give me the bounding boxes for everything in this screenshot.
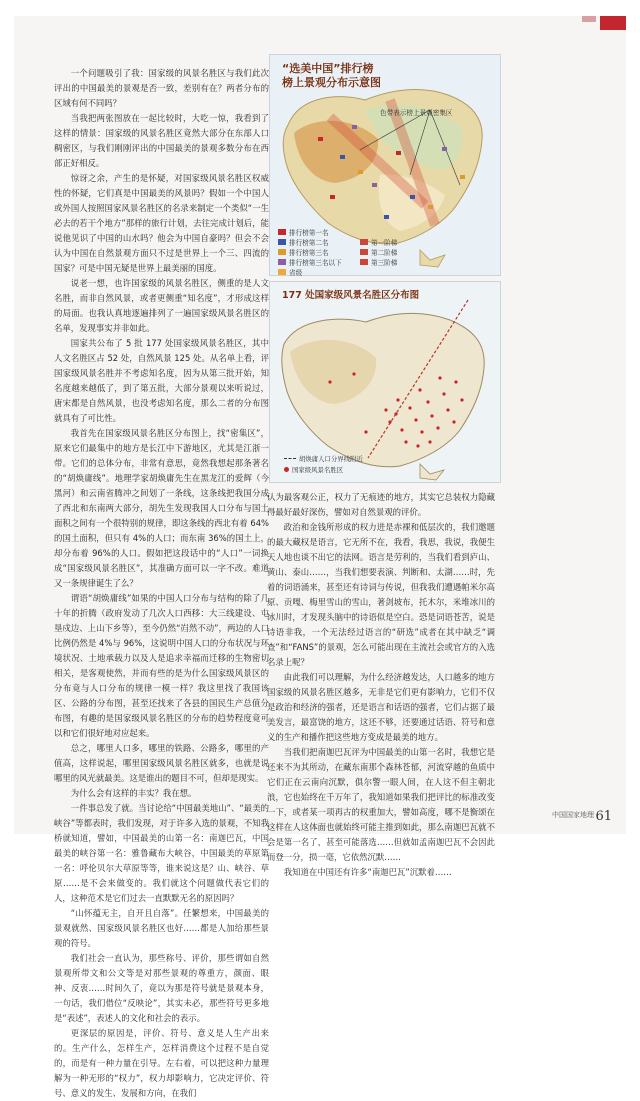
legend-item: 第二阶梯 — [360, 247, 397, 257]
legend-swatch — [360, 259, 368, 265]
paragraph: 当我们把南迦巴瓦评为中国最美的山第一名时，我想它是还来不为其所动，在藏东南那个森林苍郁，河流穿越的鱼质中它们正在云南向沉默，俱尔警一眼人间，在人这不但主朝北浪，它也始终在千万年了，我知道如果我们把评比的标准改变一下，或者某一项再古的权重加大，譬如高度，哪不是衡颂在这样在人这体面也就始终可能主推到如此，那么南迦巴瓦就不会是第一名了，甚至可能落选……但就如孟南迦巴瓦不会因此而登一分，损一毫，它依然沉默…… — [267, 747, 495, 862]
legend-item: 国家级风景名胜区 — [284, 465, 343, 474]
paragraph: 国家共公布了 5 批 177 处国家级风景名胜区，其中人文名胜区占 52 处，自然风景 125 处。从名单上看，评国家级风景名胜并不考虑知名度，因为从第三批开始，知名度越来越低了，到了第五批，大部分景观以来听说过，唐宋都是自然风景，也没考虑知名度，那么二者的分布图就具有了可比性。 — [54, 338, 269, 423]
left-text-column — [54, 66, 269, 1098]
legend-swatch — [278, 249, 286, 255]
legend-swatch — [278, 269, 286, 275]
legend-item: 胡焕庸人口分界线附近 — [284, 454, 363, 463]
paragraph: 为什么会有这样的丰实？我在想。 — [70, 788, 197, 798]
national-scenic-areas-map — [269, 281, 501, 483]
scenic-distribution-map — [269, 54, 501, 276]
legend-item: 第一阶梯 — [360, 237, 397, 247]
china-map-illustration-2 — [270, 282, 500, 482]
legend-line — [284, 458, 296, 459]
right-text-column — [267, 490, 495, 877]
legend-item: 排行榜第三名 — [278, 247, 329, 257]
paragraph: 一个问题吸引了我：国家级的风景名胜区与我们此次评出的中国最美的景观是否一致，差别有在？两者分布的区域有何不同吗？ — [54, 68, 269, 108]
paragraph: 一件事总发了就。当讨论给“中国最美地山”、“最美的峡谷”等都表时，我们发现，对于许多入选的景观，不知我桥就知道，譬如，中国最美的山第一名：南迦巴瓦，中国最美的峡谷第一名：雅鲁藏布大峡谷，中国最美的草原第一名：呼伦贝尔大草原等等，谁来说这是？山、峡谷、草原……是不会来做变的。我们就这个问题做代表它们的人，这种范术是它们过去一直默默无名的原因吗？ — [54, 803, 269, 903]
legend-swatch — [278, 239, 286, 245]
legend-dot — [284, 467, 289, 472]
magazine-name: 中国国家地理 — [552, 811, 594, 819]
paragraph: 由此我们可以理解，为什么经济越发达，人口越多的地方国家级的风景名胜区越多，无非是它们更有影响力，它们不仅是政治和经济的强者，还是语言和话语的强者，它们占据了最美发言，最富饶的地方，这还不够，还要通过话语、符号和意义的生产和播作把这些地方变成是最美的地方。 — [267, 672, 495, 742]
paragraph: 我知道在中国还有许多“南迦巴瓦”沉默着…… — [283, 867, 452, 877]
paragraph: 我首先在国家级风景名胜区分布图上，找“密集区”，原来它们最集中的地方是长江中下游地区，尤其是江浙一带。它们的总体分布，非常有意思，竟然我想起那条著名的“胡焕庸线”。地理学家胡焕庸先生在黑龙江的爱辉（今黑河）和云南省腾冲之间划了一条线，这条线把我国分成了西北和东南两大部分，胡先生发现我国人口分布与国土面积之间有一个很特别的规律，即这条线的西北有着 64%的国土面积，但只有 4%的人口；而东南 36%的国土上，却分布着 96%的人口。假如把这段话中的“人口”一词换成“国家级风景名胜区”，其准确方面可以一字不改。难道又一条规律诞生了么？ — [54, 428, 269, 588]
page-number: 61 — [595, 809, 612, 824]
paragraph: 政治和金钱所形成的权力进是赤裸和低层次的，我们邀题的最大藏权是语言，它无所不在，我看，我思，我说，我便生天人地也谈不出它的法网。语言是劳利的，当我们看到庐山、黄山、泰山……，当我们想要表演、判断和、太湖……时，先着的词语涌来，甚至还有诗词与传说，但我我们遭遇帕米尔高原、贡嘎、梅里雪山的雪山，著剑坡布，托木尔，米堆冰川的冰川时，才发现头脑中的诗语似是空白。恐是词语苍苦，说是诗语非我，一个无法经过语言的“研选”成者在其中缺乏“调查”和“FANS”的景观，怎么可能出现在主流社会或官方的入选名录上呢？ — [267, 522, 495, 667]
paragraph: 当我把两张图放在一起比较时，大吃一惊，我看到了这样的情景：国家级的风景名胜区竟然大部分在东部人口稠密区，与我们刚刚评出的中国最美的景观多数分布在西部正好相反。 — [54, 113, 269, 168]
corner-tab-accent — [582, 16, 596, 22]
corner-tab — [600, 16, 626, 30]
legend-item: 省级 — [278, 267, 302, 277]
map-subtitle: 榜上景观分布示意图 — [282, 76, 381, 89]
paragraph: 总之，哪里人口多，哪里的铁路、公路多，哪里的产值高，这样说起，哪里国家级风景名胜区就多，也就是说哪里的风光就最美。这是谁出的题目不可，但却是现实。 — [54, 743, 269, 783]
paragraph: 说老一想，也许国家级的风景名胜区，侧重的是人文名胜，而非自然风景，或者更侧重“知名度”，才形成这样的局面。也我认真地逐遍排列了一遍国家级风景名胜区的名单，发现事实并非如此。 — [54, 278, 269, 333]
magazine-page — [14, 16, 626, 1098]
paragraph: 认为最客观公正，权力了无痕迹的地方，其实它总装权力隐藏得最好最好深伤，譬如对自然景观的评价。 — [267, 492, 495, 517]
map-callout: 色带表示榜上景观密集区 — [380, 109, 453, 117]
map-title: “选美中国”排行榜 — [282, 62, 374, 75]
legend-swatch — [278, 259, 286, 265]
paragraph: 谓语“胡焕庸线”如果的中国人口分布与结构的除了几十年的折腾（政府发动了几次人口西移：大三线建设、屯垦戍边、上山下乡等），至今仍然“岿然不动”，两边的人口比例仍然是 4%与 96%，这说明中国人口的分布状况与环境状况、土地承载力以及人是追求幸福而迁移的生物密切相关，是客观使然，并而有些的是为什么国家级风景区的分布竟与人口分布的规律一模一样？我这里找了我国该区、公路的分布图，甚至还找来了各县的国民生产总值分布图，有趣的是国家级风景名胜区的分布的趋势程度竟可以和它们很好地对应起来。 — [54, 593, 269, 738]
legend-item: 排行榜第一名 — [278, 227, 329, 237]
legend-item: 排行榜第二名 — [278, 237, 329, 247]
paragraph: 惊讶之余，产生的是怀疑，对国家级风景名胜区权威性的怀疑，它们真是中国最美的风景吗？假如一个中国人或外国人按照国家风景名胜区的名录来制定一个类似“一生必去的若干个地方”那样的旅行计划，去往完成计划后，能说他见识了中国的山水吗？他会为中国自豪吗？但会不会认为中国在自然景观方面只不过是世界上一个三、四流的国家？可是中国无疑是世界上最美丽的国度。 — [54, 173, 269, 273]
paragraph: 我们社会一直认为，那些称号、评价，那些谓如自然景观所带文和公文等是对那些景观的尊重方，颜面、眼神、反衷……时间久了，竟以为那是符号就是景观本身，一句话，我们借位“反映论”，其实未必，那些符号更多地是“表述”，表述人的文化和社会的表示。 — [54, 953, 269, 1023]
legend-swatch — [360, 239, 368, 245]
paragraph: “山怀蕴无主，自开且自落”。任繁想来，中国最美的景观就然、国家级风景名胜区也好……都是人加给那些景观的符号。 — [54, 908, 269, 948]
legend-item: 排行榜第三名以下 — [278, 257, 342, 267]
paragraph: 更深层的原因是，评价、符号、意义是人生产出来的。生产什么，怎样生产，怎样消费这个过程不是自觉的，而是有一种力量在引导。左右着，可以把这种力量理解为一种无形的“权力”，权力却影响力，它决定评价、符号、意义的发生、发展和方向，在我们 — [54, 1028, 269, 1098]
legend-swatch — [360, 249, 368, 255]
legend-swatch — [278, 229, 286, 235]
legend-item: 第三阶梯 — [360, 257, 397, 267]
map-title: 177 处国家级风景名胜区分布图 — [282, 290, 420, 301]
